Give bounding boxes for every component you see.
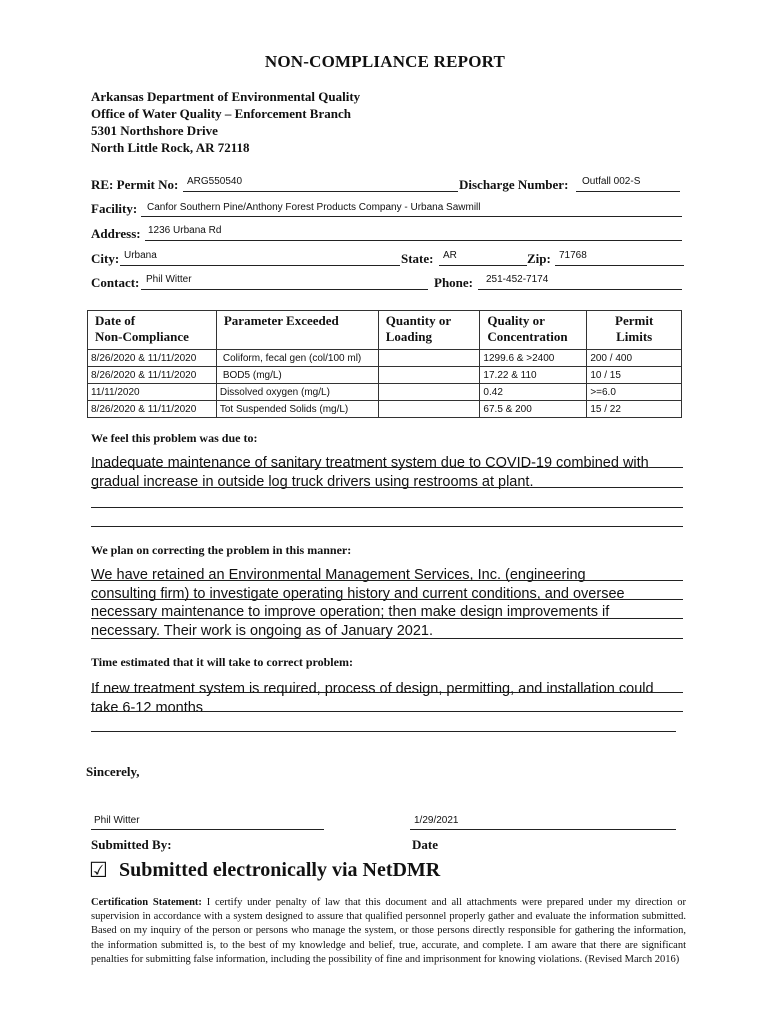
- table-row: [88, 367, 682, 384]
- discharge-label: Discharge Number:: [459, 177, 569, 192]
- table-row: [88, 384, 682, 401]
- facility-value: Canfor Southern Pine/Anthony Forest Products Company - Urbana Sawmill: [147, 202, 481, 213]
- address-label: Address:: [91, 226, 141, 241]
- cell-date[interactable]: 8/26/2020 & 11/11/2020: [88, 350, 217, 367]
- time-label: Time estimated that it will take to correct problem:: [91, 655, 353, 669]
- cell-quality[interactable]: 17.22 & 110: [480, 367, 587, 384]
- cell-quality[interactable]: 67.5 & 200: [480, 401, 587, 418]
- header-parameter: Parameter Exceeded: [216, 311, 378, 350]
- plan-rule: [91, 618, 683, 619]
- permit-value: ARG550540: [187, 176, 243, 187]
- cause-line: gradual increase in outside log truck drivers using restrooms at plant.: [91, 473, 534, 490]
- facility-field[interactable]: [141, 201, 682, 217]
- plan-rule: [91, 599, 683, 600]
- submitted-by-label: Submitted By:: [91, 837, 172, 852]
- cell-date[interactable]: 11/11/2020: [88, 384, 217, 401]
- agency-line: North Little Rock, AR 72118: [91, 140, 250, 155]
- date-field[interactable]: [410, 814, 676, 830]
- plan-line: necessary maintenance to improve operation; then make design improvements if: [91, 604, 610, 620]
- plan-rule: [91, 580, 683, 581]
- cell-parameter[interactable]: Coliform, fecal gen (col/100 ml): [216, 350, 378, 367]
- plan-rule: [91, 638, 683, 639]
- signature-field[interactable]: [91, 814, 324, 830]
- state-label: State:: [401, 251, 434, 266]
- cell-parameter[interactable]: BOD5 (mg/L): [216, 367, 378, 384]
- cell-quantity[interactable]: [378, 384, 480, 401]
- zip-label: Zip:: [527, 251, 551, 266]
- city-value: Urbana: [124, 250, 157, 261]
- phone-label: Phone:: [434, 275, 473, 290]
- contact-label: Contact:: [91, 275, 140, 290]
- header-quantity: Quantity or Loading: [378, 311, 480, 350]
- page-title: NON-COMPLIANCE REPORT: [264, 52, 506, 71]
- certification-text: I certify under penalty of law that this document and all attachments were prepared under my direction or supervision in accordance with a system designed to assure that qualified personnel properly gather and evaluate the information submitted. Based on my inquiry of the person or persons who manage the system, or those persons directly responsible for gathering the information, the information submitted is, to the best of my knowledge and belief, true, accurate, and complete. I am aware that there are significant penalties for submitting false information, including the possibility of fine and imprisonment for knowing violations. (Revised March 2016): [91, 897, 686, 965]
- cell-limits[interactable]: 15 / 22: [587, 401, 682, 418]
- certification-label: Certification Statement:: [91, 897, 202, 908]
- plan-field[interactable]: [91, 566, 683, 640]
- signed-date: 1/29/2021: [414, 815, 459, 826]
- phone-value: 251-452-7174: [486, 274, 549, 285]
- time-rule: [91, 731, 676, 732]
- phone-field[interactable]: [478, 274, 682, 290]
- time-line: If new treatment system is required, process of design, permitting, and installation could: [91, 681, 654, 697]
- cell-quantity[interactable]: [378, 401, 480, 418]
- time-rule: [91, 711, 683, 712]
- plan-line: consulting firm) to investigate operating history and current conditions, and oversee: [91, 585, 625, 602]
- zip-value: 71768: [559, 250, 587, 261]
- address-field[interactable]: [145, 225, 682, 241]
- cell-quantity[interactable]: [378, 350, 480, 367]
- agency-line: Arkansas Department of Environmental Quality: [91, 89, 361, 104]
- signer-name: Phil Witter: [94, 815, 140, 826]
- cause-label: We feel this problem was due to:: [91, 431, 258, 445]
- cell-date[interactable]: 8/26/2020 & 11/11/2020: [88, 401, 217, 418]
- header-date: Date of Non-Compliance: [88, 311, 217, 350]
- non-compliance-table: [87, 310, 682, 418]
- header-limits: Permit Limits: [587, 311, 682, 350]
- table-row: [88, 401, 682, 418]
- netdmr-checkbox-icon[interactable]: ☑: [89, 858, 108, 882]
- facility-label: Facility:: [91, 201, 138, 216]
- plan-label: We plan on correcting the problem in this manner:: [91, 543, 352, 557]
- permit-label: RE: Permit No:: [91, 177, 179, 192]
- table-row: [88, 350, 682, 367]
- cause-rule: [91, 467, 683, 468]
- sincerely-text: Sincerely,: [86, 764, 140, 779]
- cause-field[interactable]: [91, 454, 683, 491]
- cell-limits[interactable]: >=6.0: [587, 384, 682, 401]
- cell-parameter[interactable]: Dissolved oxygen (mg/L): [216, 384, 378, 401]
- header-quality: Quality or Concentration: [480, 311, 587, 350]
- state-field[interactable]: [439, 250, 527, 266]
- date-label: Date: [412, 837, 438, 852]
- discharge-field[interactable]: [576, 176, 680, 192]
- cause-rule: [91, 487, 683, 488]
- plan-line: We have retained an Environmental Management Services, Inc. (engineering: [91, 567, 586, 583]
- state-value: AR: [443, 250, 457, 261]
- discharge-value: Outfall 002-S: [582, 176, 641, 187]
- cell-quality[interactable]: 1299.6 & >2400: [480, 350, 587, 367]
- agency-address: [91, 88, 360, 156]
- time-line: take 6-12 months: [91, 699, 204, 716]
- cell-parameter[interactable]: Tot Suspended Solids (mg/L): [216, 401, 378, 418]
- contact-value: Phil Witter: [146, 274, 192, 285]
- cause-rule: [91, 526, 683, 527]
- city-label: City:: [91, 251, 120, 266]
- city-field[interactable]: [120, 250, 400, 266]
- table-header-row: [88, 311, 682, 350]
- cause-line: Inadequate maintenance of sanitary treatment system due to COVID-19 combined with: [91, 455, 649, 471]
- zip-field[interactable]: [555, 250, 684, 266]
- agency-line: 5301 Northshore Drive: [91, 123, 218, 138]
- cell-limits[interactable]: 200 / 400: [587, 350, 682, 367]
- cell-limits[interactable]: 10 / 15: [587, 367, 682, 384]
- netdmr-label: Submitted electronically via NetDMR: [119, 859, 441, 881]
- address-value: 1236 Urbana Rd: [148, 225, 222, 236]
- time-rule: [91, 692, 683, 693]
- cell-quantity[interactable]: [378, 367, 480, 384]
- certification-statement: [91, 896, 686, 967]
- contact-field[interactable]: [141, 274, 428, 290]
- cause-rule: [91, 507, 683, 508]
- cell-date[interactable]: 8/26/2020 & 11/11/2020: [88, 367, 217, 384]
- plan-line: necessary. Their work is ongoing as of January 2021.: [91, 622, 434, 639]
- cell-quality[interactable]: 0.42: [480, 384, 587, 401]
- permit-field[interactable]: [183, 176, 458, 192]
- agency-line: Office of Water Quality – Enforcement Branch: [91, 106, 351, 121]
